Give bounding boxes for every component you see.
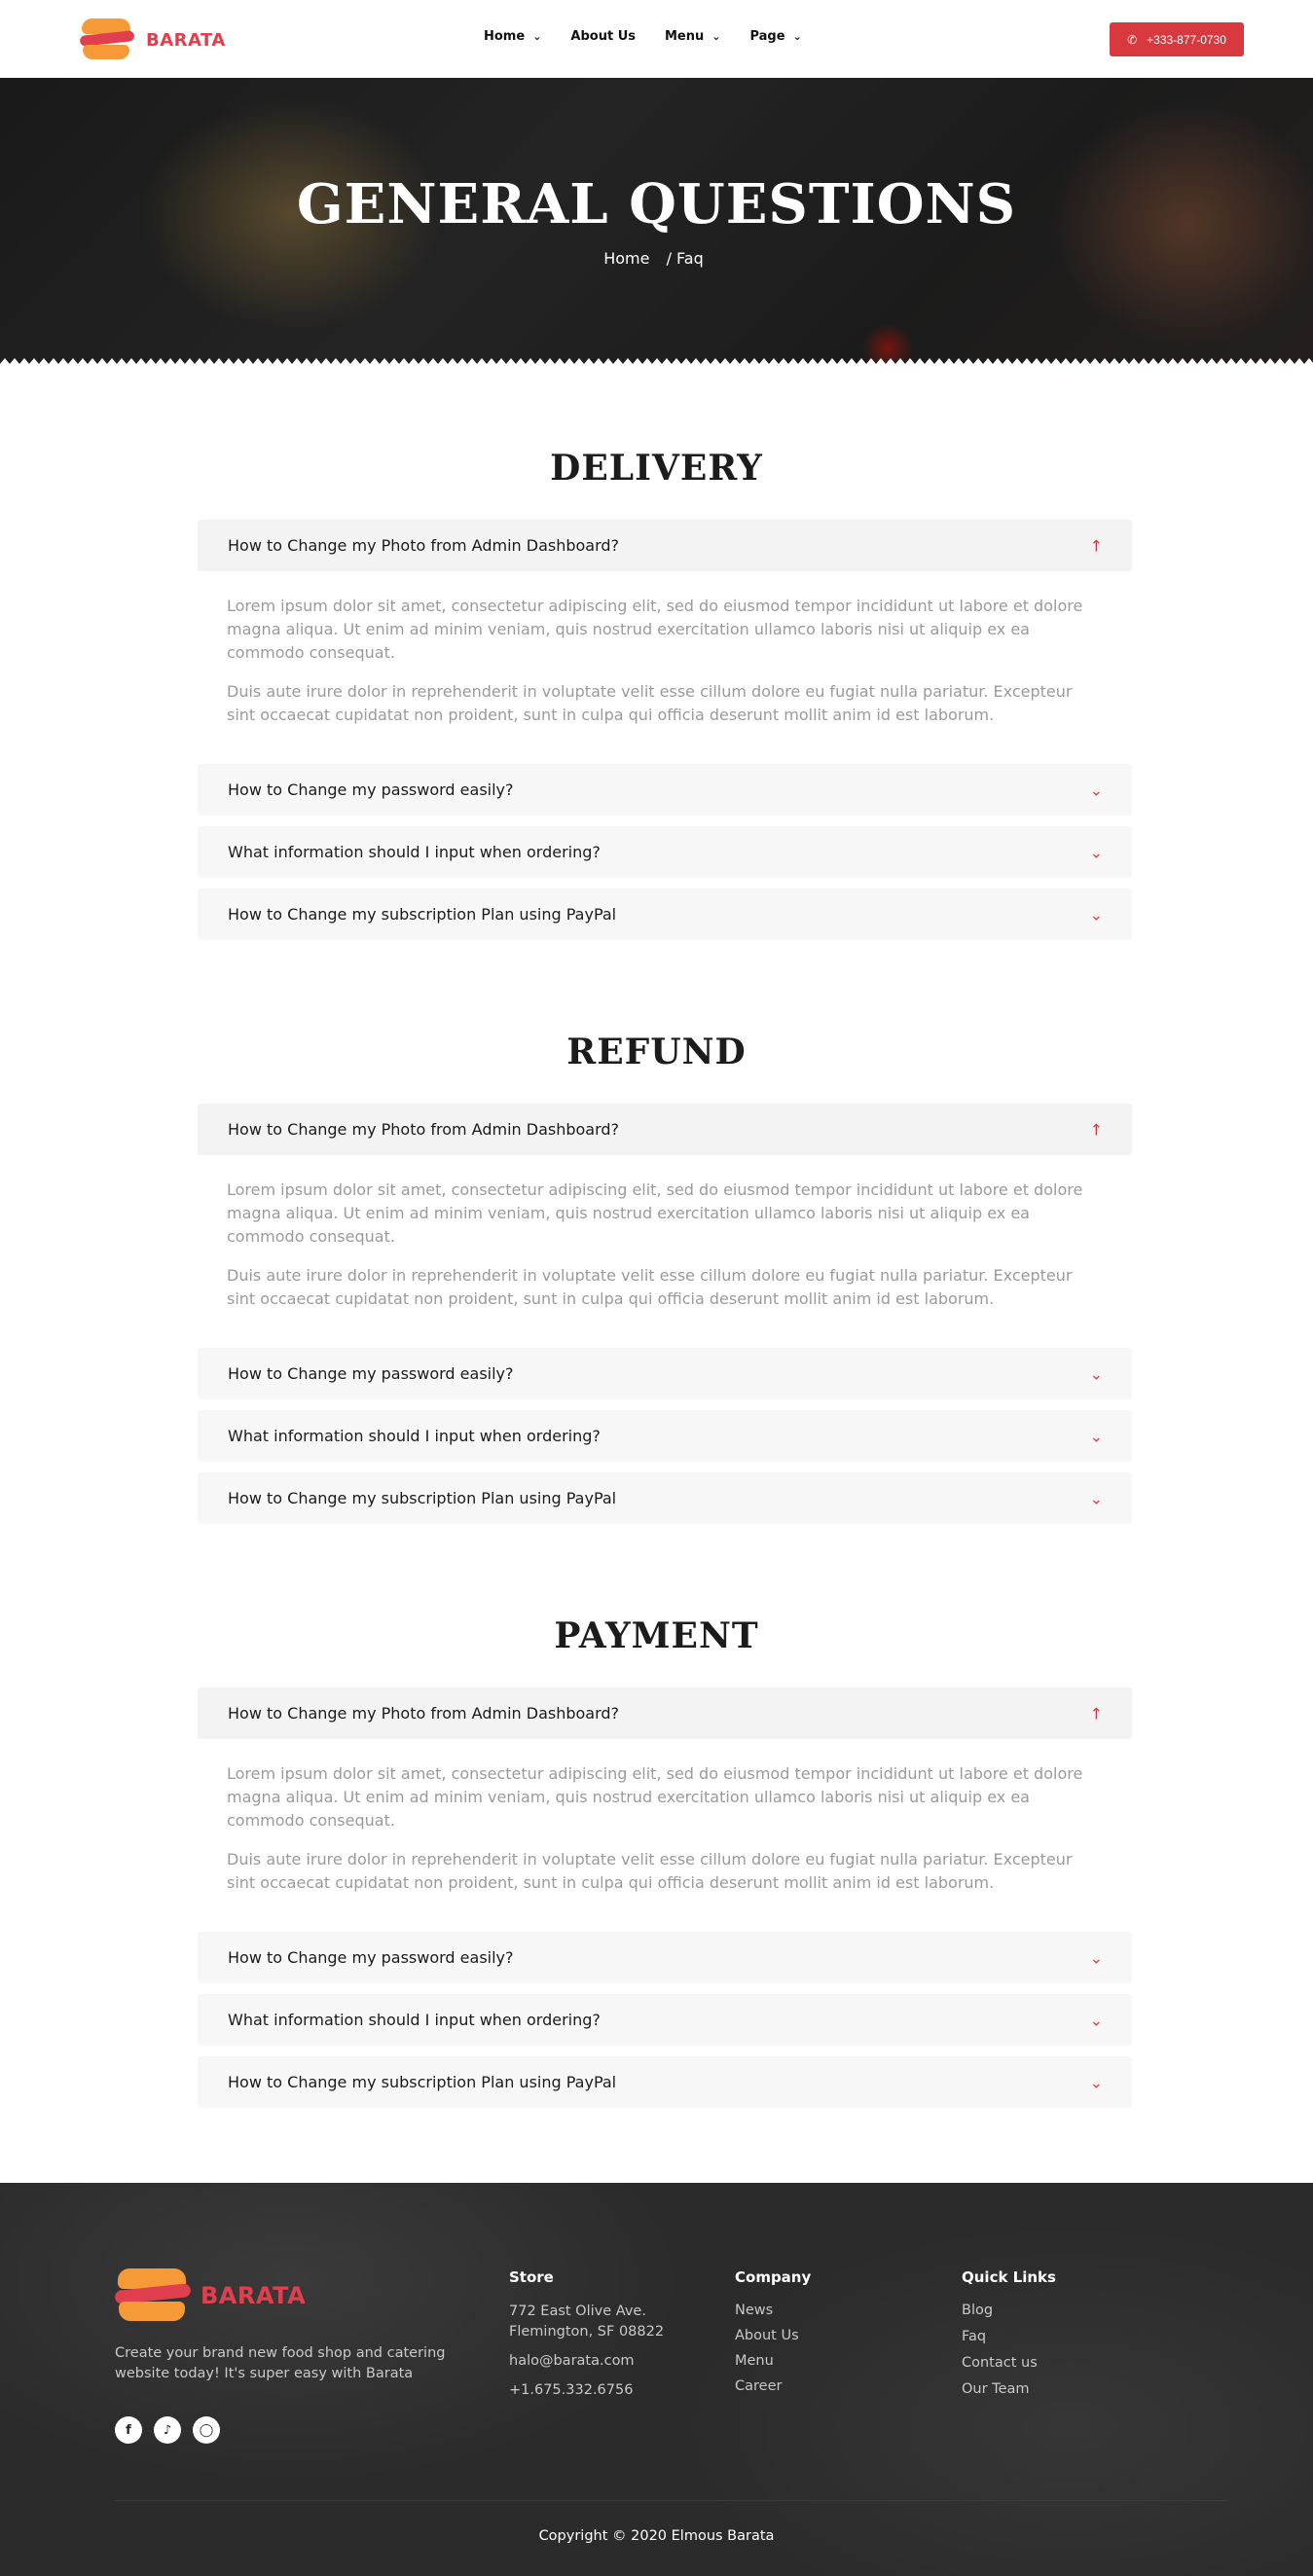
faq-answer bbox=[227, 595, 1103, 743]
footer-heading: Store bbox=[509, 2268, 554, 2286]
answer-paragraph: Lorem ipsum dolor sit amet, consectetur adipiscing elit, sed do eiusmod tempor incididunt ut labore et dolore magna aliqua. Ut enim ad minim veniam, quis nostrud exercitation ullamco laboris nisi ut aliquip ex ea commodo consequat. bbox=[227, 1764, 1083, 1830]
site-header bbox=[0, 0, 1313, 78]
footer-brand-name: BARATA bbox=[201, 2282, 307, 2309]
chevron-down-icon: ⌄ bbox=[711, 30, 721, 43]
section-title: PAYMENT bbox=[554, 1615, 759, 1656]
brand-logo[interactable] bbox=[80, 18, 226, 61]
nav-label: About Us bbox=[570, 29, 636, 44]
chevron-down-icon: ⌄ bbox=[1089, 1427, 1103, 1445]
faq-answer bbox=[227, 1762, 1103, 1910]
footer-heading: Quick Links bbox=[962, 2268, 1056, 2286]
footer-company-column bbox=[735, 2268, 811, 2403]
facebook-icon[interactable]: f bbox=[115, 2416, 142, 2444]
call-phone-button[interactable] bbox=[1110, 22, 1244, 56]
question-text: How to Change my subscription Plan using PayPal bbox=[228, 905, 617, 924]
page-title: GENERAL QUESTIONS bbox=[296, 172, 1017, 236]
phone-icon: ✆ bbox=[1127, 32, 1138, 47]
faq-question-open[interactable] bbox=[198, 1104, 1132, 1155]
footer-link-our-team[interactable]: Our Team bbox=[962, 2381, 1030, 2397]
main-nav bbox=[484, 29, 831, 44]
footer-link-menu[interactable]: Menu bbox=[735, 2353, 774, 2369]
store-email-link[interactable]: halo@barata.com bbox=[509, 2353, 635, 2369]
footer-divider bbox=[115, 2500, 1227, 2501]
footer-link-contact-us[interactable]: Contact us bbox=[962, 2355, 1038, 2371]
faq-answer bbox=[227, 1179, 1103, 1326]
footer-link-news[interactable]: News bbox=[735, 2303, 774, 2318]
faq-question[interactable] bbox=[198, 1994, 1132, 2046]
question-text: How to Change my password easily? bbox=[228, 1364, 514, 1383]
chevron-down-icon: ⌄ bbox=[1089, 2073, 1103, 2091]
chevron-down-icon: ⌄ bbox=[1089, 1489, 1103, 1507]
faq-question[interactable] bbox=[198, 1932, 1132, 1983]
answer-paragraph: Duis aute irure dolor in reprehenderit in voluptate velit esse cillum dolore eu fugiat nulla pariatur. Excepteur sint occaecat cupidatat non proident, sunt in culpa qui officia deserunt mollit anim id est laborum. bbox=[227, 1850, 1073, 1892]
footer-quick-links-column bbox=[962, 2268, 1056, 2406]
question-text: How to Change my Photo from Admin Dashboard? bbox=[228, 1120, 620, 1139]
footer-description: Create your brand new food shop and catering website today! It's super easy with Barata bbox=[115, 2345, 446, 2381]
chevron-down-icon: ⌄ bbox=[1089, 1364, 1103, 1383]
question-text: What information should I input when ordering? bbox=[228, 843, 601, 861]
chevron-down-icon: ⌄ bbox=[792, 30, 802, 43]
nav-item-menu[interactable] bbox=[665, 29, 720, 44]
arrow-up-icon: ↑ bbox=[1089, 1704, 1103, 1723]
faq-question[interactable] bbox=[198, 2056, 1132, 2108]
breadcrumb bbox=[0, 249, 1313, 268]
chevron-down-icon: ⌄ bbox=[1089, 905, 1103, 924]
nav-label: Menu bbox=[665, 29, 705, 44]
question-text: How to Change my subscription Plan using PayPal bbox=[228, 2073, 617, 2091]
footer-link-faq[interactable]: Faq bbox=[962, 2329, 987, 2344]
footer-logo[interactable] bbox=[115, 2268, 306, 2323]
store-address-line2: Flemington, SF 08822 bbox=[509, 2324, 665, 2340]
tiktok-icon[interactable]: ♪ bbox=[154, 2416, 181, 2444]
zigzag-divider bbox=[0, 358, 1313, 370]
burger-logo-icon bbox=[115, 2268, 191, 2323]
instagram-icon[interactable]: ◯ bbox=[193, 2416, 220, 2444]
brand-name: BARATA bbox=[146, 29, 226, 51]
question-text: How to Change my Photo from Admin Dashboard? bbox=[228, 1704, 620, 1723]
question-text: How to Change my password easily? bbox=[228, 1948, 514, 1967]
footer-link-career[interactable]: Career bbox=[735, 2378, 783, 2394]
chevron-down-icon: ⌄ bbox=[1089, 2011, 1103, 2029]
breadcrumb-current: / Faq bbox=[666, 249, 704, 268]
faq-question-open[interactable] bbox=[198, 520, 1132, 571]
nav-label: Page bbox=[749, 29, 785, 44]
chevron-down-icon: ⌄ bbox=[1089, 843, 1103, 861]
faq-question[interactable] bbox=[198, 1472, 1132, 1524]
footer-link-about-us[interactable]: About Us bbox=[735, 2328, 799, 2343]
faq-question[interactable] bbox=[198, 1348, 1132, 1399]
question-text: How to Change my Photo from Admin Dashboard? bbox=[228, 536, 620, 555]
chevron-down-icon: ⌄ bbox=[1089, 780, 1103, 799]
breadcrumb-home-link[interactable]: Home bbox=[603, 249, 650, 268]
question-text: What information should I input when ordering? bbox=[228, 2011, 601, 2029]
nav-item-home[interactable] bbox=[484, 29, 541, 44]
faq-question[interactable] bbox=[198, 764, 1132, 816]
footer-store-column bbox=[509, 2268, 664, 2401]
faq-question[interactable] bbox=[198, 889, 1132, 940]
answer-paragraph: Duis aute irure dolor in reprehenderit in voluptate velit esse cillum dolore eu fugiat nulla pariatur. Excepteur sint occaecat cupidatat non proident, sunt in culpa qui officia deserunt mollit anim id est laborum. bbox=[227, 1266, 1073, 1308]
store-address-line1: 772 East Olive Ave. bbox=[509, 2304, 646, 2319]
faq-question-open[interactable] bbox=[198, 1687, 1132, 1739]
hero-banner bbox=[0, 78, 1313, 370]
nav-item-about-us[interactable] bbox=[570, 29, 636, 44]
section-title: DELIVERY bbox=[550, 448, 763, 489]
question-text: What information should I input when ordering? bbox=[228, 1427, 601, 1445]
faq-question[interactable] bbox=[198, 826, 1132, 878]
answer-paragraph: Lorem ipsum dolor sit amet, consectetur adipiscing elit, sed do eiusmod tempor incididunt ut labore et dolore magna aliqua. Ut enim ad minim veniam, quis nostrud exercitation ullamco laboris nisi ut aliquip ex ea commodo consequat. bbox=[227, 597, 1083, 662]
arrow-up-icon: ↑ bbox=[1089, 1120, 1103, 1139]
footer-heading: Company bbox=[735, 2268, 812, 2286]
chevron-down-icon: ⌄ bbox=[1089, 1948, 1103, 1967]
answer-paragraph: Lorem ipsum dolor sit amet, consectetur adipiscing elit, sed do eiusmod tempor incididunt ut labore et dolore magna aliqua. Ut enim ad minim veniam, quis nostrud exercitation ullamco laboris nisi ut aliquip ex ea commodo consequat. bbox=[227, 1180, 1083, 1246]
copyright-text: Copyright © 2020 Elmous Barata bbox=[538, 2528, 775, 2544]
chevron-down-icon: ⌄ bbox=[532, 30, 542, 43]
answer-paragraph: Duis aute irure dolor in reprehenderit in voluptate velit esse cillum dolore eu fugiat nulla pariatur. Excepteur sint occaecat cupidatat non proident, sunt in culpa qui officia deserunt mollit anim id est laborum. bbox=[227, 682, 1073, 724]
site-footer bbox=[0, 2183, 1313, 2576]
nav-item-page[interactable] bbox=[749, 29, 801, 44]
store-phone-link[interactable]: +1.675.332.6756 bbox=[509, 2382, 634, 2398]
question-text: How to Change my subscription Plan using PayPal bbox=[228, 1489, 617, 1507]
social-links bbox=[115, 2416, 220, 2444]
nav-label: Home bbox=[484, 29, 526, 44]
footer-link-blog[interactable]: Blog bbox=[962, 2303, 994, 2318]
question-text: How to Change my password easily? bbox=[228, 780, 514, 799]
burger-logo-icon bbox=[80, 18, 134, 61]
arrow-up-icon: ↑ bbox=[1089, 536, 1103, 555]
section-title: REFUND bbox=[566, 1032, 747, 1072]
phone-number: +333-877-0730 bbox=[1147, 32, 1226, 47]
faq-question[interactable] bbox=[198, 1410, 1132, 1462]
